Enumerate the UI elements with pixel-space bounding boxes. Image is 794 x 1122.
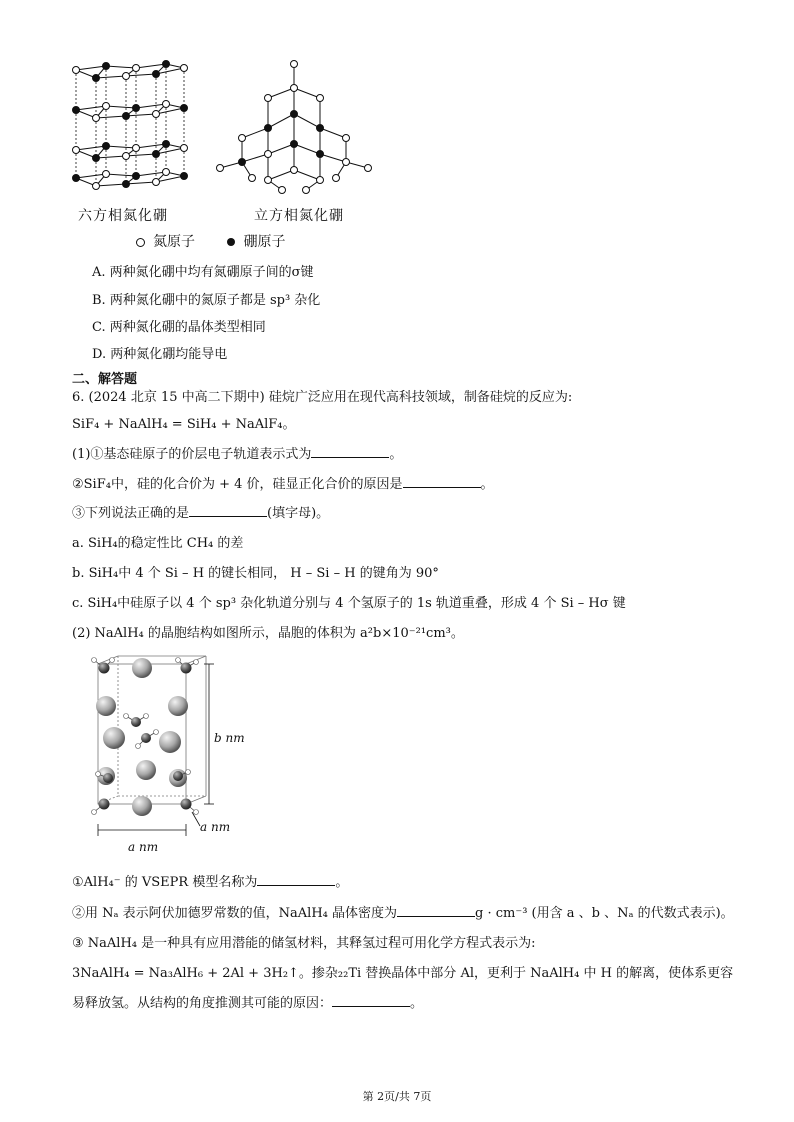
option-b: B. 两种氮化硼中的氮原子都是 sp³ 杂化 — [92, 293, 321, 308]
q6-part2-2 — [72, 902, 734, 921]
q6-part2-1-text: ①AlH₄⁻ 的 VSEPR 模型名称为 — [72, 875, 258, 890]
q6-part1-3-end: (填字母)。 — [267, 506, 330, 521]
q6-part1-2 — [72, 473, 494, 492]
q6-part2-3c-text: 易释放氢。从结构的角度推测其可能的原因： — [72, 996, 333, 1011]
q6-equation: SiF₄ + NaAlH₄ = SiH₄ + NaAlF₄。 — [72, 417, 296, 432]
q6-part2-2-text: ②用 Nₐ 表示阿伏加德罗常数的值，NaAlH₄ 晶体密度为 — [72, 906, 398, 921]
q6-part1-1-text: (1)①基态硅原子的价层电子轨道表示式为 — [72, 447, 312, 462]
cubic-caption: 立方相氮化硼 — [254, 208, 344, 224]
legend-boron-label: 硼原子 — [243, 234, 286, 250]
hexagonal-caption: 六方相氮化硼 — [78, 208, 168, 224]
q6-part1-1 — [72, 443, 402, 462]
q6-option-b: b. SiH₄中 4 个 Si – H 的键长相同， H – Si – H 的键角为 90° — [72, 566, 439, 581]
q6-part1-2-end: 。 — [480, 477, 494, 492]
answer-blank[interactable] — [311, 445, 389, 458]
dimension-a-label-bottom: a nm — [128, 840, 159, 854]
cubic-bn-structure — [212, 58, 372, 198]
q6-part2-3c — [72, 992, 423, 1011]
legend-nitrogen-label: 氮原子 — [153, 234, 195, 250]
q6-part2-1-end: 。 — [335, 875, 349, 890]
q6-part2-2-end: g · cm⁻³ (用含 a 、b 、Nₐ 的代数式表示)。 — [475, 906, 734, 921]
dimension-a-label-right: a nm — [200, 820, 231, 834]
boron-legend-icon — [227, 238, 235, 246]
answer-blank[interactable] — [403, 475, 481, 488]
option-d: D. 两种氮化硼均能导电 — [92, 347, 228, 362]
option-c: C. 两种氮化硼的晶体类型相同 — [92, 320, 266, 335]
legend — [136, 231, 285, 251]
q6-part1-3 — [72, 502, 329, 521]
q6-part2-1 — [72, 871, 348, 890]
section-title: 二、解答题 — [72, 372, 138, 387]
hexagonal-bn-structure — [66, 58, 196, 198]
answer-blank[interactable] — [397, 904, 475, 917]
q6-part1-1-end: 。 — [389, 447, 403, 462]
q6-option-c: c. SiH₄中硅原子以 4 个 sp³ 杂化轨道分别与 4 个氢原子的 1s 轨道重叠，形成 4 个 Si – Hσ 键 — [72, 596, 626, 611]
answer-blank[interactable] — [332, 994, 410, 1007]
option-a: A. 两种氮化硼中均有氮硼原子间的σ键 — [92, 265, 314, 280]
answer-blank[interactable] — [257, 873, 335, 886]
page-footer: 第 2页/共 7页 — [362, 1090, 432, 1103]
q6-part1-3-text: ③下列说法正确的是 — [72, 506, 190, 521]
answer-blank[interactable] — [189, 504, 267, 517]
dimension-b-label: b nm — [214, 731, 245, 745]
q6-part2-3: ③ NaAlH₄ 是一种具有应用潜能的储氢材料，其释氢过程可用化学方程式表示为: — [72, 936, 536, 951]
q6-part2-3b: 3NaAlH₄ = Na₃AlH₆ + 2Al + 3H₂↑。掺杂₂₂Ti 替换晶体中部分 Al，更利于 NaAlH₄ 中 H 的解离，使体系更容 — [72, 966, 734, 981]
q6-part2-3c-end: 。 — [410, 996, 424, 1011]
q6-option-a: a. SiH₄的稳定性比 CH₄ 的差 — [72, 536, 244, 551]
q6-part2: (2) NaAlH₄ 的晶胞结构如图所示，晶胞的体积为 a²b×10⁻²¹cm³。 — [72, 626, 464, 641]
nitrogen-legend-icon — [136, 238, 145, 247]
q6-intro: 6. (2024 北京 15 中高二下期中) 硅烷广泛应用在现代高科技领域，制备硅烷的反应为: — [72, 390, 573, 405]
q6-part1-2-text: ②SiF₄中，硅的化合价为 + 4 价，硅显正化合价的原因是 — [72, 477, 403, 492]
